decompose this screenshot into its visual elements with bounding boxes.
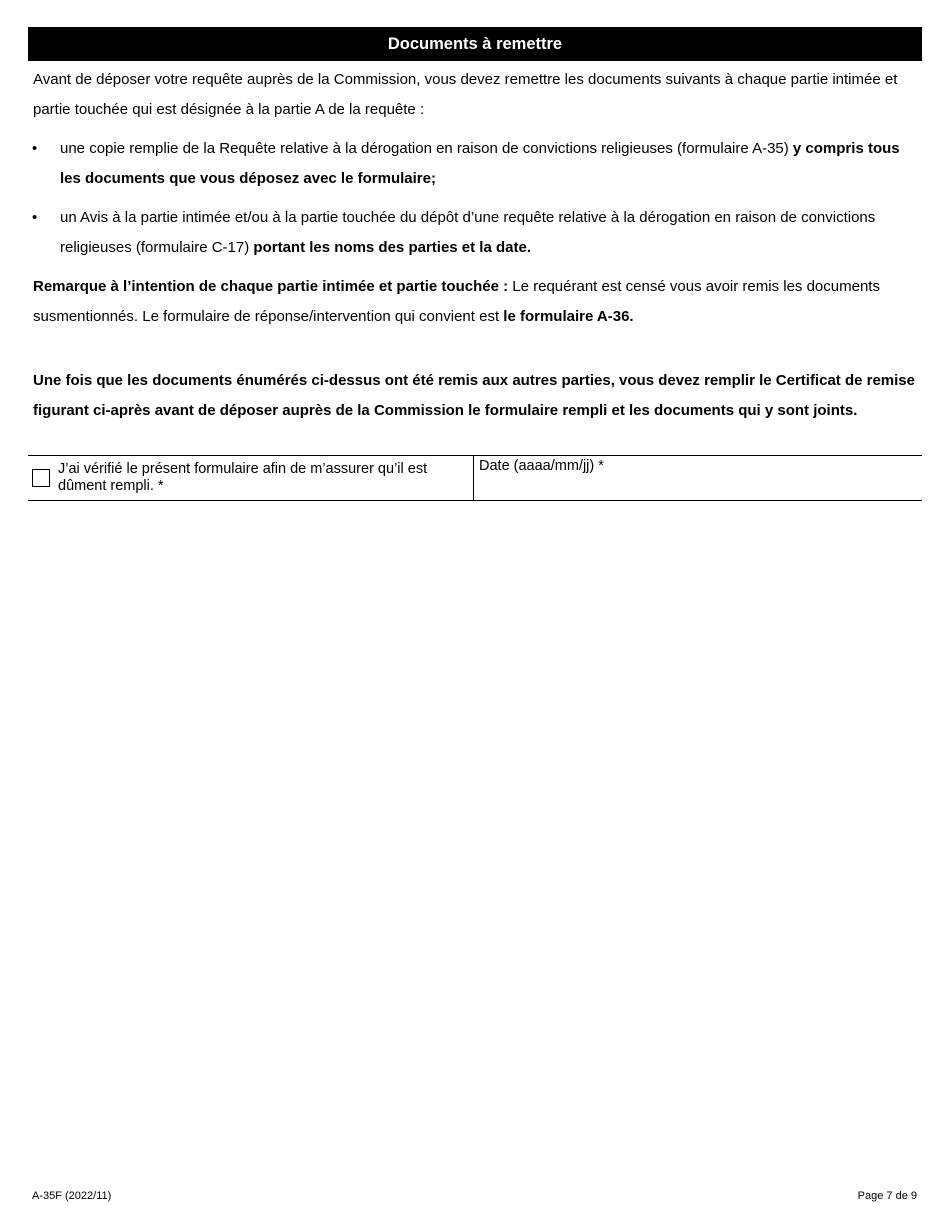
remark-lead: Remarque à l’intention de chaque partie intimée et partie touchée : <box>33 278 509 295</box>
remark-bold-end: le formulaire A-36. <box>503 307 634 325</box>
final-note-paragraph: Une fois que les documents énumérés ci-dessus ont été remis aux autres parties, vous devez remplir le Certificat de remise figurant ci-après avant de déposer auprès de la Commission le formulaire rempli et les documents qui y sont joints. <box>33 372 915 419</box>
date-label: Date (aaaa/mm/jj) * <box>479 458 604 474</box>
remark-text: Le requérant est censé vous avoir remis les documents susmentionnés. Le formulaire de réponse/intervention qui convient est <box>33 278 880 325</box>
list-item-bold-text: y compris tous les documents que vous déposez avec le formulaire; <box>60 140 900 187</box>
list-item-text <box>60 134 922 193</box>
date-cell <box>474 456 922 500</box>
date-input[interactable] <box>479 476 917 496</box>
intro-paragraph: Avant de déposer votre requête auprès de la Commission, vous devez remettre les documents suivants à chaque partie intimée et partie touchée qui est désignée à la partie A de la requête : <box>33 71 898 118</box>
list-item-bold-text: portant les noms des parties et la date. <box>253 238 531 256</box>
list-item-text <box>60 203 922 262</box>
documents-list <box>28 134 922 262</box>
list-item-regular-text: un Avis à la partie intimée et/ou à la partie touchée du dépôt d’une requête relative à la dérogation en raison de convictions religieuses (formulaire C-17) <box>60 209 876 256</box>
certificate-table <box>28 455 922 501</box>
section-header: Documents à remettre <box>28 27 922 61</box>
list-item <box>28 203 922 262</box>
list-item-regular-text: une copie remplie de la Requête relative à la dérogation en raison de convictions religieuses (formulaire A-35) <box>60 140 793 157</box>
verification-cell <box>28 456 474 500</box>
form-code: A-35F (2022/11) <box>32 1190 112 1202</box>
remark-paragraph <box>28 272 922 331</box>
form-page <box>28 27 922 501</box>
verification-label: J’ai vérifié le présent formulaire afin de m’assurer qu’il est dûment rempli. * <box>58 461 428 494</box>
list-item <box>28 134 922 193</box>
bullet-icon: • <box>32 209 38 226</box>
page-number: Page 7 de 9 <box>857 1190 917 1202</box>
bullet-icon: • <box>32 140 38 157</box>
verification-checkbox[interactable] <box>32 469 50 487</box>
